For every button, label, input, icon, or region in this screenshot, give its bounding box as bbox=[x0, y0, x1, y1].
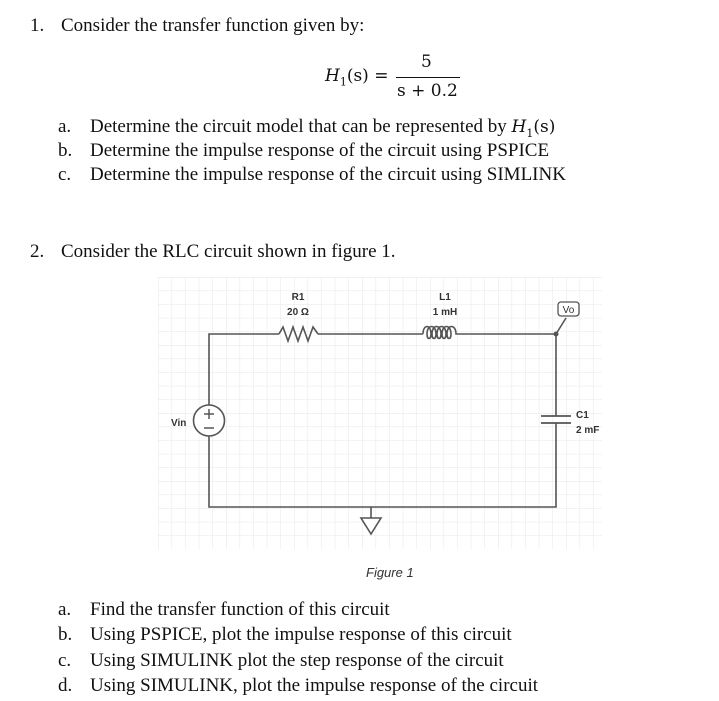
item-letter: a. bbox=[58, 599, 72, 620]
item-text: Find the transfer function of this circuit bbox=[90, 599, 390, 620]
l1-name: L1 bbox=[439, 292, 451, 303]
equation-numerator: 5 bbox=[421, 52, 432, 72]
item-text: Using SIMULINK plot the step response of the circuit bbox=[90, 650, 504, 671]
item-text: Determine the impulse response of the circuit using PSPICE bbox=[90, 140, 550, 161]
c1-value: 2 mF bbox=[576, 425, 600, 436]
item-text: Determine the impulse response of the circuit using SIMLINK bbox=[90, 164, 566, 185]
l1-value: 1 mH bbox=[432, 307, 458, 318]
r1-value: 20 Ω bbox=[287, 307, 309, 318]
voltage-source-symbol[interactable] bbox=[194, 405, 225, 436]
item-letter: c. bbox=[58, 650, 72, 671]
grid-background bbox=[158, 277, 602, 549]
item-letter: b. bbox=[58, 140, 73, 161]
c1-name: C1 bbox=[576, 410, 589, 421]
item-letter: c. bbox=[58, 164, 72, 185]
item-text: Determine the circuit model that can be represented by $H_1(s)$ bbox=[90, 116, 556, 140]
q1-number: 1. bbox=[30, 15, 45, 36]
q2-text: Consider the RLC circuit shown in figure 1. bbox=[61, 241, 396, 262]
q1-text: Consider the transfer function given by: bbox=[61, 15, 365, 36]
item-text: Using PSPICE, plot the impulse response of this circuit bbox=[90, 624, 512, 645]
r1-name: R1 bbox=[291, 292, 305, 303]
item-letter: d. bbox=[58, 675, 73, 696]
equation-lhs: $H_1(s)$ = bbox=[325, 66, 389, 89]
probe-label: Vo bbox=[562, 305, 575, 316]
q2-number: 2. bbox=[30, 241, 45, 262]
item-letter: b. bbox=[58, 624, 73, 645]
source-label: Vin bbox=[171, 418, 187, 429]
item-letter: a. bbox=[58, 116, 72, 137]
figure-caption: Figure 1 bbox=[366, 565, 414, 580]
equation-denominator: s + 0.2 bbox=[397, 81, 458, 101]
item-text: Using SIMULINK, plot the impulse response of the circuit bbox=[90, 675, 539, 696]
